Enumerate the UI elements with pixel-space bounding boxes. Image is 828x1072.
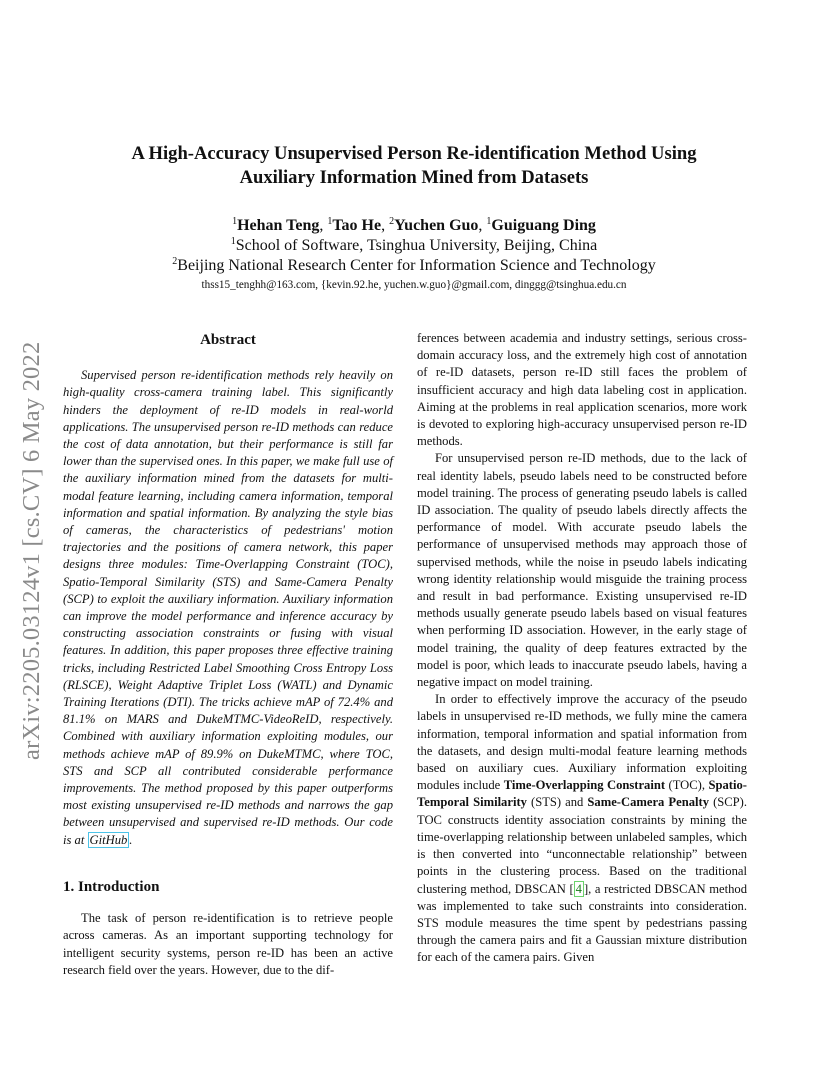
abstract-heading: Abstract bbox=[200, 332, 256, 348]
title-line-1: A High-Accuracy Unsupervised Person Re-identification Method Using bbox=[131, 143, 697, 164]
title-line-2: Auxiliary Information Mined from Datasets bbox=[239, 167, 589, 188]
left-column bbox=[63, 330, 393, 979]
github-link[interactable]: GitHub bbox=[89, 832, 128, 847]
author-block bbox=[60, 216, 768, 276]
author-3: Yuchen Guo bbox=[394, 217, 479, 234]
abstract-text: Supervised person re-identification methods rely heavily on high-quality cross-camera training label. This significantly hinders the deployment of re-ID models in real-world applications. The unsupervised person re-ID methods can reduce the cost of data annotation, but their performance is still far lower than the supervised ones. In this paper, we make full use of the auxiliary information mined from the datasets for multi-modal feature learning, including camera information, temporal information and spatial information. By analyzing the style bias of cameras, the characteristics of pedestrians' motion trajectories and the positions of camera network, this paper designs three modules: Time-Overlapping Constraint (TOC), Spatio-Temporal Similarity (STS) and Same-Camera Penalty (SCP) to exploit the auxiliary information. Auxiliary information can improve the model performance and inference accuracy by constructing association constraints or fusing with visual features. In addition, this paper proposes three effective training tricks, including Restricted Label Smoothing Cross Entropy Loss (RLSCE), Weight Adaptive Triplet Loss (WATL) and Dynamic Training Iterations (DTI). The tricks achieve mAP of 72.4% and 81.1% on MARS and DukeMTMC-VideoReID, respectively. Combined with auxiliary information exploiting modules, our methods achieve mAP of 89.9% on DukeMTMC, where TOC, STS and SCP all contributed considerable performance improvements. The method proposed by this paper outperforms most existing unsupervised re-ID methods and narrows the gap between unsupervised and supervised re-ID methods. Our code is at GitHub . bbox=[63, 368, 393, 847]
citation-link[interactable]: 4 bbox=[575, 881, 582, 896]
author-1: Hehan Teng bbox=[237, 217, 320, 234]
intro-paragraph-3: In order to effectively improve the accuracy of the pseudo labels in unsupervised re-ID methods, we fully mine the camera information, temporal information and spatial information from the datasets, and design multi-modal feature learning methods based on auxiliary cues. Auxiliary information exploiting modules include Time-Overlapping Constraint (TOC), Spatio-Temporal Similarity (STS) and Same-Camera Penalty (SCP). TOC constructs identity association constraints by mining the time-overlapping relationship between unlabeled samples, which is then converted into “unconnectable relationship” between points in the clustering process. Based on the traditional clustering method, DBSCAN [ 4 ], a restricted DBSCAN method was implemented to take such constraints into consideration. STS module measures the time spent by pedestrians passing through the camera pairs and fit a Gaussian mixture distribution for each of the camera pairs. Given bbox=[417, 692, 748, 965]
right-column bbox=[417, 330, 747, 967]
intro-paragraph-1: The task of person re-identification is to retrieve people across cameras. As an important supporting technology for intelligent security systems, person re-ID has been an active research field over the years. However, due to the dif- bbox=[63, 911, 393, 977]
affiliation-1: $^1$School of Software, Tsinghua University, Beijing, China bbox=[230, 236, 598, 254]
author-2: Tao He bbox=[332, 217, 382, 234]
author-emails: thss15_tenghh@163.com, {kevin.92.he, yuchen.w.guo}@gmail.com, dinggg@tsinghua.edu.cn bbox=[201, 279, 627, 291]
section-heading-introduction: 1. Introduction bbox=[63, 878, 160, 895]
arxiv-identifier: arXiv:2205.03124v1 [cs.CV] 6 May 2022 bbox=[18, 341, 45, 760]
paper-title bbox=[60, 142, 768, 190]
intro-paragraph-cont: ferences between academia and industry settings, serious cross-domain accuracy loss, and the extremely high cost of annotation of re-ID datasets, person re-ID still faces the problem of insufficient accuracy and high data labeling cost in application. Aiming at the problems in real application scenarios, more work is devoted to exploring high-accuracy unsupervised person re-ID methods. bbox=[417, 331, 747, 449]
author-4: Guiguang Ding bbox=[491, 217, 596, 234]
intro-paragraph-2: For unsupervised person re-ID methods, due to the lack of real identity labels, pseudo labels need to be constructed before model training. The process of generating pseudo labels is called ID association. The quality of pseudo labels directly affects the performance of model. With accurate pseudo labels the performance of unsupervised methods may approach those of supervised methods, while the noise in pseudo labels indicating wrong identity relationship would misguide the training process and result in bad performance. Existing unsupervised re-ID methods usually generate pseudo labels based on visual features when performing ID association. However, in the early stage of model training, the quality of deep features extracted by the model is poor, which leads to inaccurate pseudo labels, having a negative impact on model training. bbox=[417, 451, 747, 690]
author-names: $^1$Hehan Teng, $^1$Tao He, $^2$Yuchen Guo, $^1$Guiguang Ding bbox=[232, 216, 596, 234]
affiliation-2: $^2$Beijing National Research Center for Information Science and Technology bbox=[172, 256, 656, 274]
